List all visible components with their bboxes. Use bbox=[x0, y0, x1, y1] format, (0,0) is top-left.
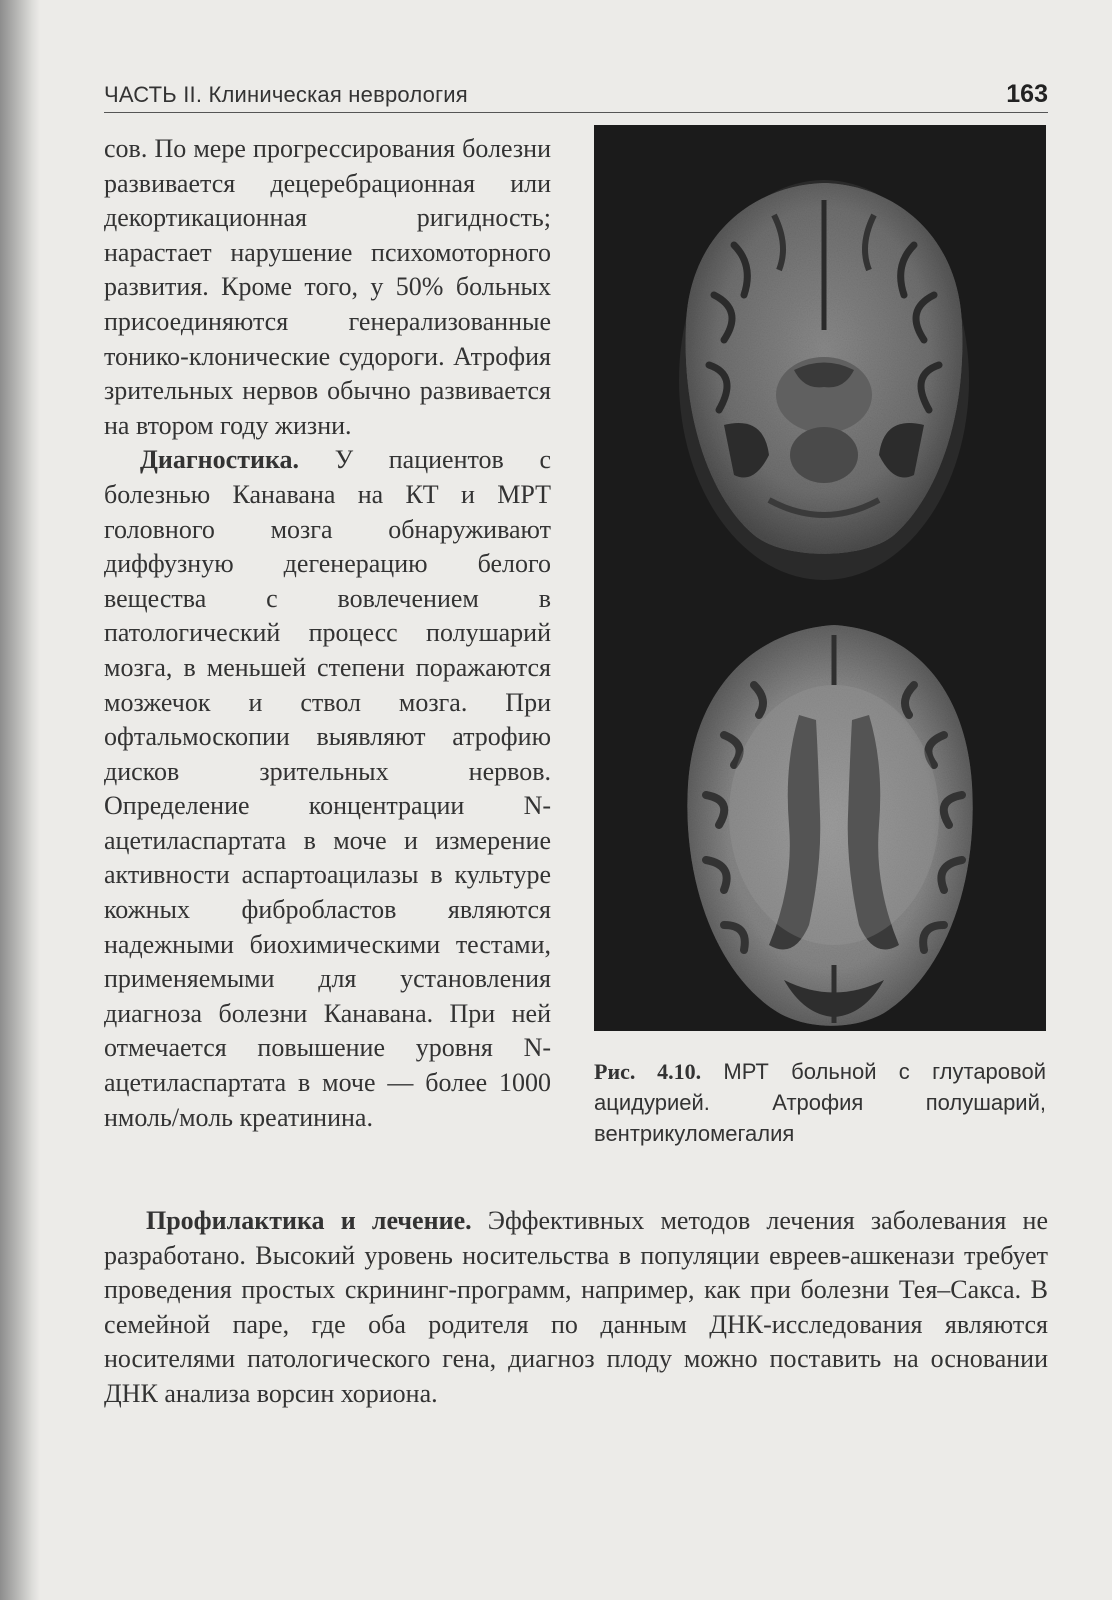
paragraph-diagnostics bbox=[104, 443, 551, 1135]
mri-figure bbox=[594, 125, 1046, 1031]
book-spine-shadow bbox=[0, 0, 40, 1600]
mri-scans-image bbox=[594, 125, 1046, 1031]
paragraph-prevention bbox=[104, 1204, 1048, 1412]
left-column-text bbox=[104, 132, 551, 1135]
prevention-heading: Профилактика и лечение. bbox=[146, 1206, 472, 1235]
mri-slice-upper bbox=[679, 180, 969, 580]
diagnostics-body: У пациентов с болезнью Канавана на КТ и МРТ головного мозга обнаруживают диффузную дегенерацию белого вещества с вовлечением в патологический процесс полушарий мозга, в меньшей степени поражаются мозжечок и ствол мозга. При офтальмоскопии выявляют атрофию дисков зрительных нервов. Определение концентрации N-ацетиласпартата в моче и измерение активности аспартоацилазы в культуре кожных фибробластов являются надежными биохимическими тестами, применяемыми для установления диагноза болезни Канавана. При ней отмечается повышение уровня N-ацетиласпартата в моче — более 1000 нмоль/моль креатинина. bbox=[104, 445, 551, 1132]
figure-label: Рис. 4.10. bbox=[594, 1059, 702, 1084]
page-header bbox=[104, 78, 1048, 113]
page-number: 163 bbox=[1006, 80, 1048, 108]
prevention-body: Эффективных методов лечения заболевания не разработано. Высокий уровень носительства в популяции евреев-ашкенази требует проведения простых скрининг-программ, например, как при болезни Тея–Сакса. В семейной паре, где оба родителя по данным ДНК-исследования являются носителями патологического гена, диагноз плоду можно поставить на основании ДНК анализа ворсин хориона. bbox=[104, 1206, 1048, 1408]
paragraph-symptoms: сов. По мере прогрессирования болезни развивается децеребрационная или декортикационная ригидность; нарастает нарушение психомоторного развития. Кроме того, у 50% больных присоединяются генерализованные тонико-клонические судороги. Атрофия зрительных нервов обычно развивается на втором году жизни. bbox=[104, 134, 551, 440]
figure-caption-text: МРТ больной с глутаровой ацидурией. Атрофия полушарий, вентрикуломегалия bbox=[594, 1059, 1046, 1146]
diagnostics-heading: Диагностика. bbox=[140, 445, 300, 475]
figure-caption bbox=[594, 1056, 1046, 1149]
running-title: ЧАСТЬ II. Клиническая неврология bbox=[104, 82, 468, 107]
